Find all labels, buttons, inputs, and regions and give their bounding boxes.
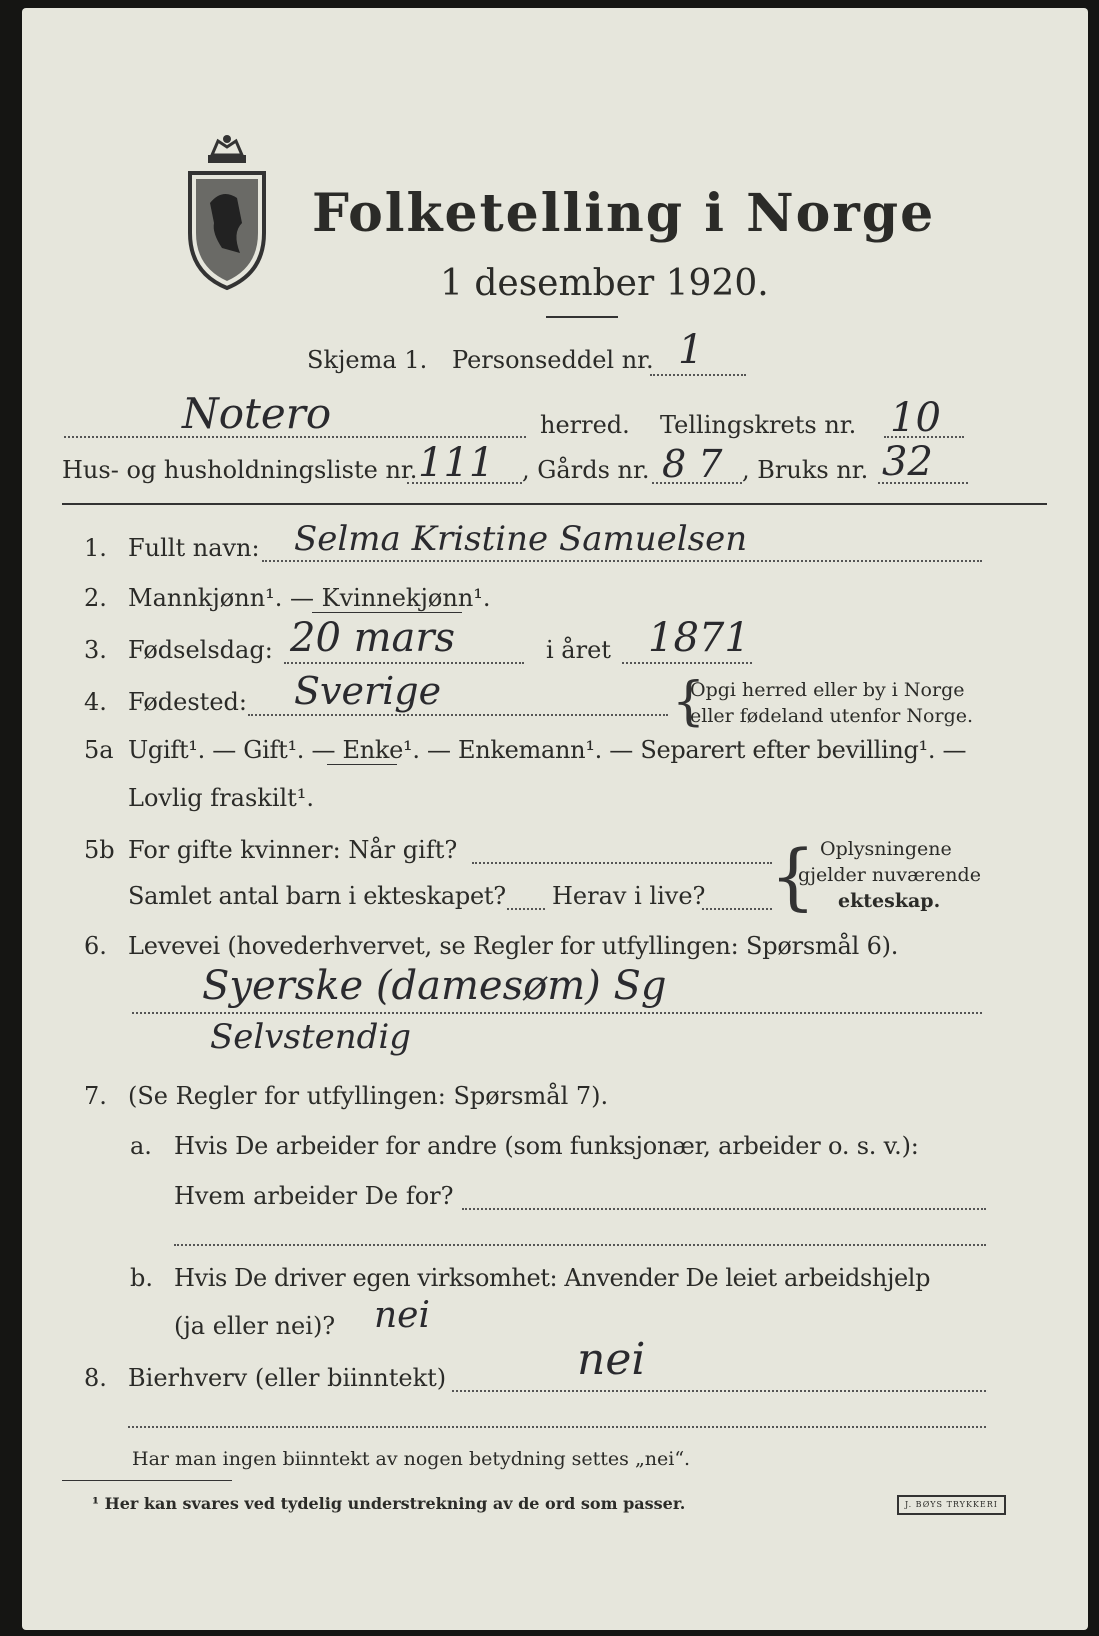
hus-label: Hus- og husholdningsliste nr. [62,456,418,484]
q8-value: nei [577,1334,646,1385]
q5b-label-2: Samlet antal barn i ekteskapet? [128,882,506,910]
form-title: Folketelling i Norge [312,183,936,244]
q5b-line-1 [472,862,772,864]
q2-text: Mannkjønn¹. — Kvinnekjønn¹. [128,584,491,612]
q7-number: 7. [84,1082,107,1110]
q4-line [248,714,668,716]
q6-label: Levevei (hovederhvervet, se Regler for utfyllingen: Spørsmål 6). [128,932,899,960]
q8-extra-line [128,1426,986,1428]
footnote: ¹ Her kan svares ved tydelig understrekning av de ord som passer. [92,1494,686,1513]
q7b-letter: b. [130,1264,153,1292]
q4-label: Fødested: [128,688,247,716]
gards-value: 8 7 [662,442,723,486]
q5a-underline-enke [327,764,397,765]
q5a-number: 5a [84,736,114,764]
q3-year-line [622,662,752,664]
q8-line [452,1390,986,1392]
personseddel-value: 1 [678,327,704,373]
q5b-note-3: ekteskap. [838,890,941,912]
q7b-text-2: (ja eller nei)? [174,1312,336,1340]
q5a-text: Ugift¹. — Gift¹. — Enke¹. — Enkemann¹. — Separert efter bevilling¹. — [128,736,967,764]
herred-label: herred. [540,411,630,439]
tellingskrets-label: Tellingskrets nr. [660,411,857,439]
printer-stamp: J. BØYS TRYKKERI [897,1495,1006,1515]
q3-label: Fødselsdag: [128,636,273,664]
q3-number: 3. [84,636,107,664]
census-form-page [22,8,1088,1630]
q7a-line-1 [462,1208,986,1210]
q1-line [262,560,982,562]
hus-value: 111 [418,440,495,486]
q6-value-2: Selvstendig [210,1017,412,1057]
q5b-line-2 [507,908,545,910]
q5b-line-3 [702,908,772,910]
bruks-value: 32 [882,439,933,485]
q5b-label-1: For gifte kvinner: Når gift? [128,836,458,864]
q4-brace: { [672,672,706,732]
form-date: 1 desember 1920. [440,263,769,304]
q1-label: Fullt navn: [128,534,260,562]
q7a-text-2: Hvem arbeider De for? [174,1182,454,1210]
q6-number: 6. [84,932,107,960]
q6-value-1: Syerske (damesøm) Sg [202,963,667,1009]
q3-line [284,662,524,664]
title-divider [546,316,618,318]
q5a-text-2: Lovlig fraskilt¹. [128,784,315,812]
footer-note: Har man ingen biinntekt av nogen betydning settes „nei“. [132,1448,691,1470]
q3-year-label: i året [546,636,611,664]
q4-number: 4. [84,688,107,716]
q2-underline-kvinnekjonn [312,612,462,613]
skjema-label: Skjema 1. [307,346,428,374]
q4-value: Sverige [294,669,442,713]
header-divider [62,503,1047,505]
q5b-note-1: Oplysningene [820,838,952,860]
coat-of-arms-icon [182,133,272,293]
q4-note-1: Opgi herred eller by i Norge [690,679,965,701]
q7a-letter: a. [130,1132,152,1160]
q4-note-2: eller fødeland utenfor Norge. [690,705,974,727]
q8-number: 8. [84,1364,107,1392]
q7-label: (Se Regler for utfyllingen: Spørsmål 7). [128,1082,609,1110]
q6-line-1 [132,1012,982,1014]
personseddel-line [650,374,746,376]
q1-number: 1. [84,534,107,562]
q5b-label-3: Herav i live? [552,882,706,910]
q7b-value: nei [374,1295,431,1336]
q5b-note-2: gjelder nuværende [798,864,981,886]
q8-label: Bierhverv (eller biinntekt) [128,1364,447,1392]
q7a-line-2 [174,1244,986,1246]
bruks-label: , Bruks nr. [742,456,869,484]
q5b-number: 5b [84,836,115,864]
q7b-text: Hvis De driver egen virksomhet: Anvender De leiet arbeidshjelp [174,1264,931,1292]
tellingskrets-value: 10 [890,395,941,441]
personseddel-label: Personseddel nr. [452,346,654,374]
gards-label: , Gårds nr. [522,456,650,484]
q2-number: 2. [84,584,107,612]
footnote-divider [62,1480,232,1481]
q3-year-value: 1871 [648,615,750,661]
herred-value: Notero [182,389,332,438]
q1-value: Selma Kristine Samuelsen [294,519,748,559]
q7a-text: Hvis De arbeider for andre (som funksjonær, arbeider o. s. v.): [174,1132,919,1160]
q3-value: 20 mars [290,615,456,661]
q5b-brace: { [770,834,816,918]
